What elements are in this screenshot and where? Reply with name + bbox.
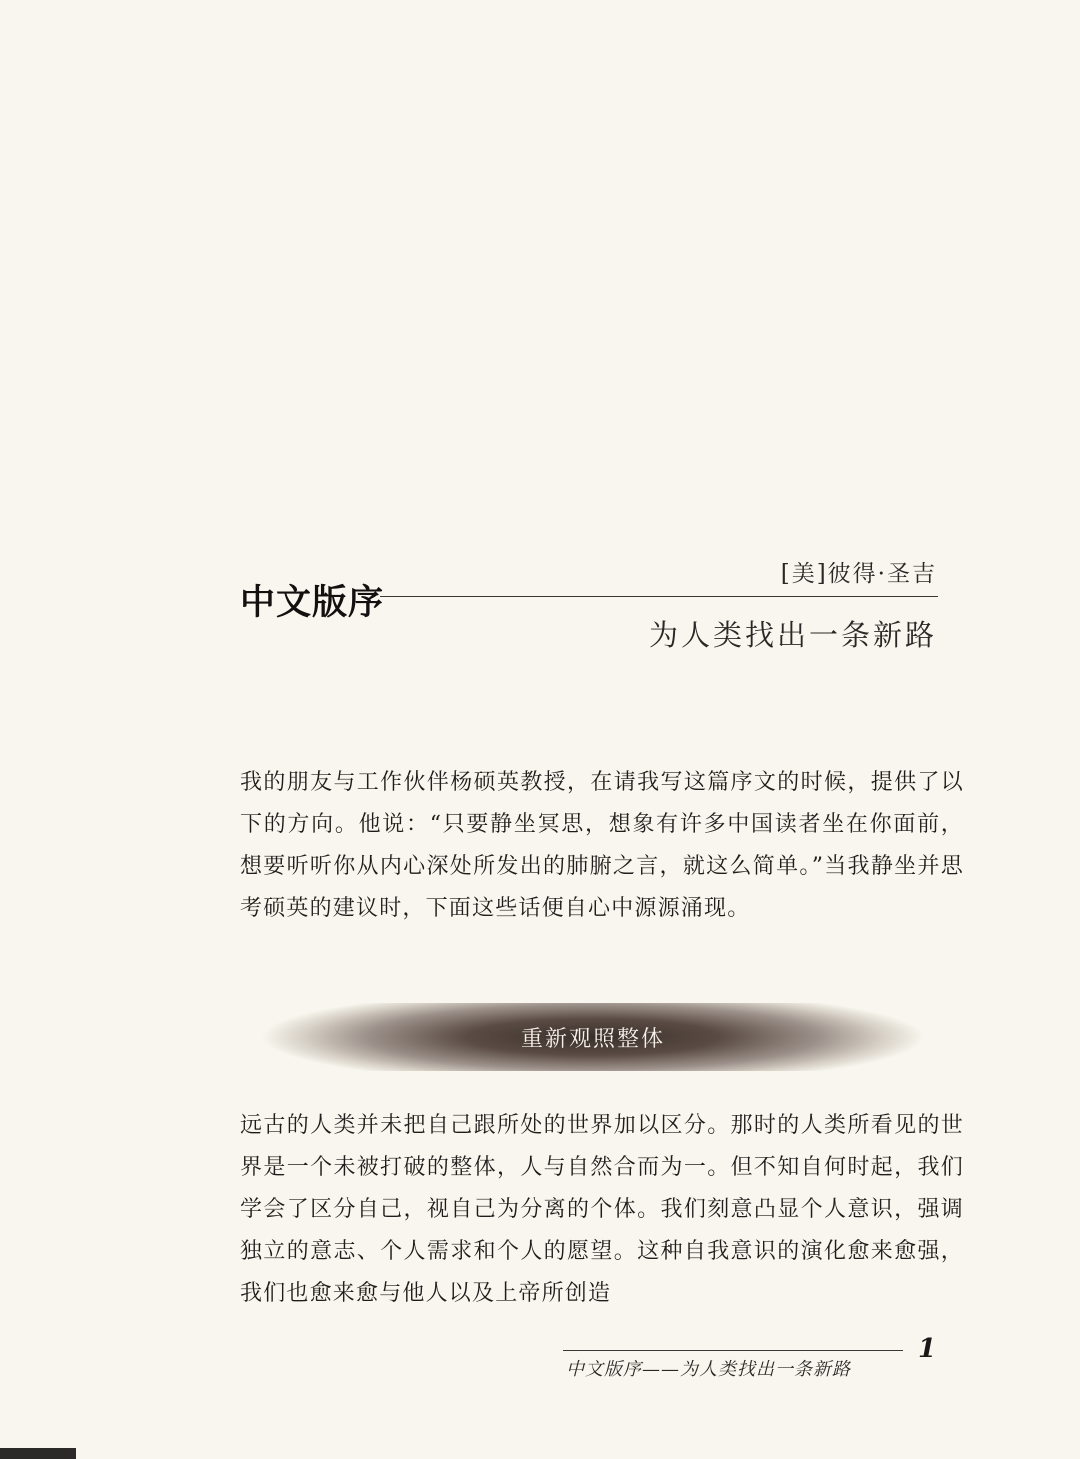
chapter-author: [美]彼得·圣吉 xyxy=(780,561,937,587)
chapter-subtitle: 为人类找出一条新路 xyxy=(648,618,937,652)
section-heading: 重新观照整体 xyxy=(520,1027,665,1052)
chapter-heading xyxy=(240,555,940,665)
footer-rule xyxy=(563,1350,903,1351)
chapter-title: 中文版序 xyxy=(240,583,385,623)
running-footer-title: 中文版序——为人类找出一条新路 xyxy=(566,1359,851,1380)
section-banner xyxy=(248,1003,938,1071)
page-number: 1 xyxy=(918,1334,937,1364)
title-rule xyxy=(380,596,938,597)
scan-edge-mark xyxy=(0,1448,76,1459)
paragraph: 我的朋友与工作伙伴杨硕英教授，在请我写这篇序文的时候，提供了以下的方向。他说：“只要静坐冥思，想象有许多中国读者坐在你面前，想要听听你从内心深处所发出的肺腑之言，就这么简单。”当我静坐并思考硕英的建议时，下面这些话便自心中源源涌现。 xyxy=(240,770,964,921)
paragraph: 远古的人类并未把自己跟所处的世界加以区分。那时的人类所看见的世界是一个未被打破的整体，人与自然合而为一。但不知自何时起，我们学会了区分自己，视自己为分离的个体。我们刻意凸显个人意识，强调独立的意志、个人需求和个人的愿望。这种自我意识的演化愈来愈强，我们也愈来愈与他人以及上帝所创造 xyxy=(240,1113,964,1306)
